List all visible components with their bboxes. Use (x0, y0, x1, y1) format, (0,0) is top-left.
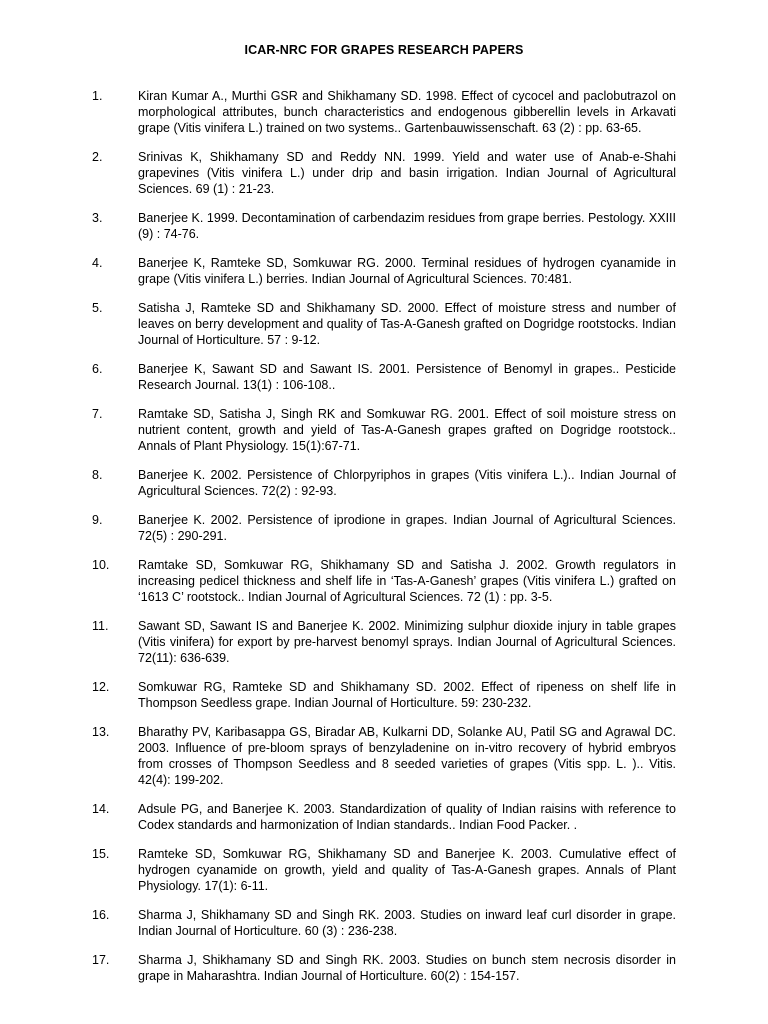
reference-item (92, 361, 676, 393)
reference-text: Srinivas K, Shikhamany SD and Reddy NN. 1999. Yield and water use of Anab-e-Shahi grapevines (Vitis vinifera L.) under drip and basin irrigation. Indian Journal of Agricultural Sciences. 69 (1) : 21-23. (138, 150, 676, 196)
reference-number: 15. (92, 847, 110, 861)
reference-text: Sawant SD, Sawant IS and Banerjee K. 2002. Minimizing sulphur dioxide injury in table grapes (Vitis vinifera) for export by pre-harvest benomyl sprays. Indian Journal of Agricultural Sciences. 72(11): 636-639. (138, 619, 676, 665)
reference-item (92, 88, 676, 136)
reference-text: Bharathy PV, Karibasappa GS, Biradar AB, Kulkarni DD, Solanke AU, Patil SG and Agrawal DC. 2003. Influence of pre-bloom sprays of benzyladenine on in-vitro recovery of hybrid embryos from crosses of Thompson Seedless and 8 seeded varieties of grapes (Vitis spp. L. ).. Vitis. 42(4): 199-202. (138, 725, 676, 787)
reference-number: 17. (92, 953, 110, 967)
reference-text: Ramtake SD, Satisha J, Singh RK and Somkuwar RG. 2001. Effect of soil moisture stress on nutrient content, growth and yield of Tas-A-Ganesh grapes grafted on Dogridge rootstock.. Annals of Plant Physiology. 15(1):67-71. (138, 407, 676, 453)
reference-number: 1. (92, 89, 103, 103)
reference-number: 11. (92, 619, 109, 633)
reference-number: 9. (92, 513, 103, 527)
reference-text: Somkuwar RG, Ramteke SD and Shikhamany SD. 2002. Effect of ripeness on shelf life in Thompson Seedless grape. Indian Journal of Horticulture. 59: 230-232. (138, 680, 676, 710)
reference-text: Ramtake SD, Somkuwar RG, Shikhamany SD and Satisha J. 2002. Growth regulators in increasing pedicel thickness and shelf life in ‘Tas-A-Ganesh’ grapes (Vitis vinifera L.) grafted on ‘1613 C’ rootstock.. Indian Journal of Agricultural Sciences. 72 (1) : pp. 3-5. (138, 558, 676, 604)
reference-number: 2. (92, 150, 103, 164)
reference-item (92, 679, 676, 711)
reference-item (92, 724, 676, 788)
reference-text: Sharma J, Shikhamany SD and Singh RK. 2003. Studies on inward leaf curl disorder in grape. Indian Journal of Horticulture. 60 (3) : 236-238. (138, 908, 676, 938)
reference-number: 14. (92, 802, 110, 816)
reference-item (92, 618, 676, 666)
reference-item (92, 406, 676, 454)
reference-item (92, 512, 676, 544)
reference-item (92, 557, 676, 605)
reference-item (92, 907, 676, 939)
reference-text: Banerjee K, Sawant SD and Sawant IS. 2001. Persistence of Benomyl in grapes.. Pesticide Research Journal. 13(1) : 106-108.. (138, 362, 676, 392)
reference-text: Sharma J, Shikhamany SD and Singh RK. 2003. Studies on bunch stem necrosis disorder in grape in Maharashtra. Indian Journal of Horticulture. 60(2) : 154-157. (138, 953, 676, 983)
reference-text: Banerjee K. 2002. Persistence of Chlorpyriphos in grapes (Vitis vinifera L.).. Indian Journal of Agricultural Sciences. 72(2) : 92-93. (138, 468, 676, 498)
reference-number: 8. (92, 468, 103, 482)
reference-item (92, 467, 676, 499)
reference-item (92, 952, 676, 984)
reference-number: 4. (92, 256, 103, 270)
reference-number: 16. (92, 908, 110, 922)
reference-item (92, 846, 676, 894)
reference-number: 10. (92, 558, 110, 572)
document-title: ICAR-NRC FOR GRAPES RESEARCH PAPERS (244, 43, 524, 57)
reference-item (92, 300, 676, 348)
reference-number: 5. (92, 301, 103, 315)
reference-text: Adsule PG, and Banerjee K. 2003. Standardization of quality of Indian raisins with reference to Codex standards and harmonization of Indian standards.. Indian Food Packer. . (138, 802, 676, 832)
reference-item (92, 149, 676, 197)
reference-text: Ramteke SD, Somkuwar RG, Shikhamany SD and Banerjee K. 2003. Cumulative effect of hydrogen cyanamide on growth, yield and quality of Tas-A-Ganesh grapes. Annals of Plant Physiology. 17(1): 6-11. (138, 847, 676, 893)
reference-text: Satisha J, Ramteke SD and Shikhamany SD. 2000. Effect of moisture stress and number of leaves on berry development and quality of Tas-A-Ganesh grafted on Dogridge rootstocks. Indian Journal of Horticulture. 57 : 9-12. (138, 301, 676, 347)
reference-number: 12. (92, 680, 110, 694)
reference-list (92, 88, 676, 997)
reference-item (92, 255, 676, 287)
reference-text: Banerjee K. 2002. Persistence of iprodione in grapes. Indian Journal of Agricultural Sciences. 72(5) : 290-291. (138, 513, 676, 543)
reference-number: 7. (92, 407, 103, 421)
reference-text: Banerjee K. 1999. Decontamination of carbendazim residues from grape berries. Pestology. XXIII (9) : 74-76. (138, 211, 676, 241)
reference-text: Kiran Kumar A., Murthi GSR and Shikhamany SD. 1998. Effect of cycocel and paclobutrazol on morphological attributes, bunch characteristics and endogenous gibberellin levels in Arkavati grape (Vitis vinifera L.) trained on two systems.. Gartenbauwissenschaft. 63 (2) : pp. 63-65. (138, 89, 676, 135)
reference-text: Banerjee K, Ramteke SD, Somkuwar RG. 2000. Terminal residues of hydrogen cyanamide in grape (Vitis vinifera L.) berries. Indian Journal of Agricultural Sciences. 70:481. (138, 256, 676, 286)
reference-item (92, 801, 676, 833)
reference-number: 6. (92, 362, 103, 376)
reference-number: 13. (92, 725, 110, 739)
reference-number: 3. (92, 211, 103, 225)
reference-item (92, 210, 676, 242)
